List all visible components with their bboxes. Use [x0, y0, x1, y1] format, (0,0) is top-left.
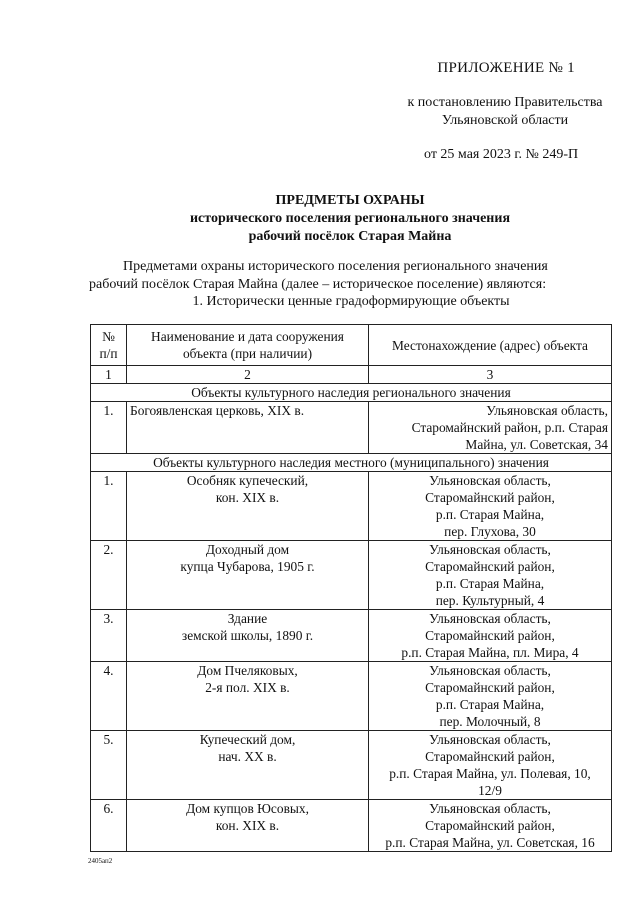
object-address	[369, 731, 612, 800]
object-address-line: р.п. Старая Майна,	[435, 697, 545, 712]
header-location: Местонахождение (адрес) объекта	[369, 325, 612, 366]
object-name-line: Богоявленская церковь, XIX в.	[130, 403, 305, 418]
decree-date: от 25 мая 2023 г. № 249-П	[424, 147, 579, 162]
title-line-1: ПРЕДМЕТЫ ОХРАНЫ	[275, 193, 425, 208]
object-name-line: Особняк купеческий,	[186, 473, 309, 488]
object-address-line: р.п. Старая Майна, ул. Советская, 16	[385, 835, 595, 850]
object-address	[369, 610, 612, 662]
object-name	[127, 402, 369, 454]
row-number: 1.	[91, 402, 127, 454]
intro-line-1: Предметами охраны исторического поселения регионального значения	[123, 259, 548, 274]
object-name-line: Дом купцов Юсовых,	[186, 801, 309, 816]
annex-label: ПРИЛОЖЕНИЕ № 1	[437, 60, 575, 76]
object-name	[127, 662, 369, 731]
intro-paragraph	[89, 258, 613, 294]
decree-reference	[395, 94, 615, 130]
table-row	[91, 402, 612, 454]
object-address-line: Старомайнский район, р.п. Старая	[411, 420, 608, 435]
row-number: 5.	[91, 731, 127, 800]
footer-code: 2405ап2	[88, 857, 113, 865]
object-name-line: Здание	[227, 611, 268, 626]
object-address-line: Старомайнский район,	[425, 628, 555, 643]
table-row	[91, 800, 612, 852]
object-name-line: Доходный дом	[205, 542, 290, 557]
object-name	[127, 610, 369, 662]
object-address-line: Ульяновская область,	[429, 473, 551, 488]
row-number: 6.	[91, 800, 127, 852]
object-address-line: Ульяновская область,	[429, 542, 551, 557]
group-local-heading: Объекты культурного наследия местного (муниципального) значения	[91, 454, 612, 472]
table-header-row	[91, 325, 612, 366]
row-number: 2.	[91, 541, 127, 610]
table-row	[91, 610, 612, 662]
object-address-line: Старомайнский район,	[425, 680, 555, 695]
row-number: 4.	[91, 662, 127, 731]
object-name-line: Купеческий дом,	[199, 732, 296, 747]
object-name	[127, 541, 369, 610]
table-row	[91, 662, 612, 731]
object-address-line: пер. Глухова, 30	[444, 524, 536, 539]
object-address	[369, 402, 612, 454]
object-name	[127, 731, 369, 800]
title-line-3: рабочий посёлок Старая Майна	[248, 229, 452, 244]
object-address-line: Ульяновская область,	[429, 732, 551, 747]
object-address-line: Старомайнский район,	[425, 749, 555, 764]
object-address-line: 12/9	[478, 783, 502, 798]
intro-line-2: рабочий посёлок Старая Майна (далее – историческое поселение) являются:	[89, 277, 547, 292]
document-title	[100, 192, 600, 246]
row-number: 3.	[91, 610, 127, 662]
object-name	[127, 800, 369, 852]
object-address	[369, 472, 612, 541]
object-address-line: р.п. Старая Майна, ул. Полевая, 10,	[389, 766, 591, 781]
section-heading: 1. Исторически ценные градоформирующие объекты	[192, 294, 510, 309]
row-number: 1.	[91, 472, 127, 541]
decree-line-2: Ульяновской области	[441, 113, 569, 128]
object-address-line: р.п. Старая Майна,	[435, 507, 545, 522]
index-row: 1 2 3	[91, 366, 612, 384]
object-address-line: Старомайнский район,	[425, 490, 555, 505]
object-name-line: земской школы, 1890 г.	[181, 628, 314, 643]
object-name-line: кон. XIX в.	[215, 490, 280, 505]
table-row	[91, 731, 612, 800]
decree-line-1: к постановлению Правительства	[407, 95, 603, 110]
object-address-line: Ульяновская область,	[429, 663, 551, 678]
object-name-line: Дом Пчеляковых,	[197, 663, 298, 678]
object-address-line: Майна, ул. Советская, 34	[465, 437, 608, 452]
object-address-line: пер. Культурный, 4	[435, 593, 545, 608]
object-address	[369, 800, 612, 852]
object-address-line: Старомайнский район,	[425, 818, 555, 833]
object-address-line: р.п. Старая Майна, пл. Мира, 4	[401, 645, 579, 660]
object-address-line: Ульяновская область,	[486, 403, 608, 418]
object-name-line: кон. XIX в.	[215, 818, 280, 833]
object-address-line: пер. Молочный, 8	[439, 714, 541, 729]
object-name-line: купца Чубарова, 1905 г.	[180, 559, 315, 574]
object-address-line: Старомайнский район,	[425, 559, 555, 574]
object-address-line: Ульяновская область,	[429, 611, 551, 626]
object-name-line: 2-я пол. XIX в.	[205, 680, 290, 695]
object-address	[369, 541, 612, 610]
object-name-line: нач. XX в.	[218, 749, 277, 764]
table-row	[91, 472, 612, 541]
objects-table	[90, 324, 612, 852]
group-regional-heading: Объекты культурного наследия регионального значения	[91, 384, 612, 402]
header-number: № п/п	[91, 325, 127, 366]
object-address-line: р.п. Старая Майна,	[435, 576, 545, 591]
object-address-line: Ульяновская область,	[429, 801, 551, 816]
object-name	[127, 472, 369, 541]
object-address	[369, 662, 612, 731]
title-line-2: исторического поселения регионального значения	[189, 211, 511, 226]
table-row	[91, 541, 612, 610]
header-name: Наименование и дата сооружения объекта (при наличии)	[127, 325, 369, 366]
